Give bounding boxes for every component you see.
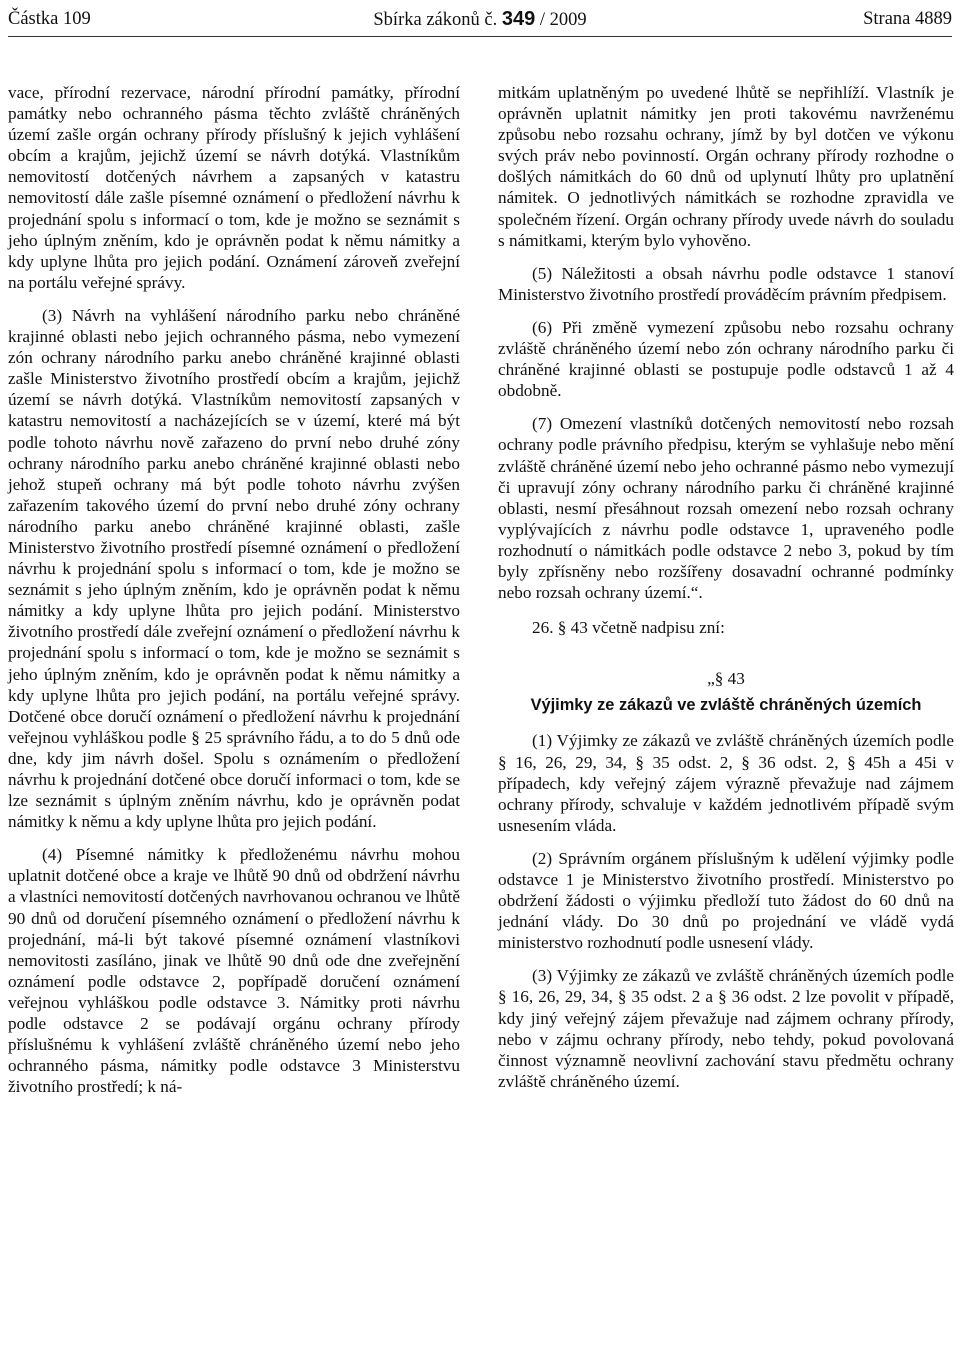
section-number: „§ 43 bbox=[707, 669, 745, 689]
paragraph: (7) Omezení vlastníků dotčených nemovitostí nebo rozsah ochrany podle právního předpisu, kterým se vyhlašuje nebo mění zvláště chráněné území nebo jeho ochranné pásmo nebo vymezují či upravují zóny ochrany národního parku či chráněné krajinné oblasti, nesmí přesáhnout rozsah omezení nebo rozsah ochrany vyplývajících z návrhu podle odstavce 1, upraveného podle rozhodnutí o námitkách podle odstavce 2 nebo 3, pokud by tím byly zpřísněny nebo rozšířeny dosavadní ochranné podmínky nebo rozsah ochrany území.“. bbox=[498, 414, 954, 603]
paragraph: (3) Výjimky ze zákazů ve zvláště chráněných územích podle § 16, 26, 29, 34, § 35 odst. 2 a § 36 odst. 2 lze povolit v případě, kdy jiný veřejný zájem převažuje nad zájmem ochrany přírody, nebo v zájmu ochrany přírody, nebo tehdy, pokud povolovaná činnost významně neovlivní zachování stavu předmětu ochrany zvláště chráněného území. bbox=[498, 966, 954, 1091]
paragraph: (1) Výjimky ze zákazů ve zvláště chráněných územích podle § 16, 26, 29, 34, § 35 odst. 2, § 36 odst. 2, § 45h a 45i v případech, kdy veřejný zájem výrazně převažuje nad zájmem ochrany přírody, schvaluje v každém jednotlivém případě svým usnesením vláda. bbox=[498, 731, 954, 835]
paragraph: (6) Při změně vymezení způsobu nebo rozsahu ochrany zvláště chráněného území nebo zón ochrany národního parku či chráněné krajinné oblasti se postupuje podle odstavců 1 až 4 obdobně. bbox=[498, 317, 954, 401]
right-column bbox=[498, 82, 954, 1092]
issue-number: Částka 109 bbox=[8, 9, 91, 29]
paragraph: (3) Návrh na vyhlášení národního parku nebo chráněné krajinné oblasti nebo jejich ochranného pásma, nebo vymezení zón ochrany národního parku anebo chráněné krajinné oblasti zašle Ministerstvo životního prostředí obcím a krajům, jejichž území se návrh dotýká. Vlastníkům nemovitostí zapsaných v katastru nemovitostí a nacházejících se v území, které má být podle tohoto návrhu nově zařazeno do první nebo druhé zóny ochrany národního parku anebo chráněné krajinné oblasti nebo jehož stupeň ochrany má být podle tohoto návrhu zvýšen zařazením takového území do první nebo druhé zóny ochrany národního parku anebo chráněné krajinné oblasti, zašle Ministerstvo životního prostředí písemné oznámení o předložení návrhu k projednání spolu s informací o tom, kde je možno se seznámit s jeho úplným zněním, kdo je oprávněn podat k němu námitky a kdy uplyne lhůta pro jejich podání. Ministerstvo životního prostředí dále zveřejní oznámení o předložení návrhu k projednání spolu s informací o tom, kde je možno se seznámit s jeho úplným zněním, kdo je oprávněn podat k němu námitky a kdy uplyne lhůta pro jejich podání, na portálu veřejné správy. Dotčené obce doručí oznámení o předložení návrhu k projednání veřejnou vyhláškou podle § 25 správního řádu, a to do 5 dnů ode dne, kdy jim návrh došel. Spolu s oznámením o předložení návrhu k projednání dotčené obce doručí informaci o tom, kde se lze seznámit s úplným zněním návrhu, kdo je oprávněn podat námitky k němu a kdy uplyne lhůta pro jejich podání. bbox=[8, 305, 460, 832]
header-rule bbox=[8, 36, 952, 37]
paragraph: (5) Náležitosti a obsah návrhu podle odstavce 1 stanoví Ministerstvo životního prostředí prováděcím právním předpisem. bbox=[498, 263, 954, 304]
paragraph: (2) Správním orgánem příslušným k udělení výjimky podle odstavce 1 je Ministerstvo životního prostředí. Ministerstvo po obdržení žádosti o výjimku předloží tuto žádost do 60 dnů na jednání vlády. Do 30 dnů po projednání ve vládě vydá ministerstvo rozhodnutí podle usnesení vlády. bbox=[498, 848, 954, 953]
section-heading: Výjimky ze zákazů ve zvláště chráněných územích bbox=[530, 696, 922, 715]
amendment-point: 26. § 43 včetně nadpisu zní: bbox=[532, 618, 725, 638]
law-number: 349 bbox=[501, 8, 536, 30]
page-number: Strana 4889 bbox=[863, 9, 952, 29]
left-column bbox=[8, 82, 460, 1097]
paragraph: vace, přírodní rezervace, národní přírodní památky, přírodní památky nebo ochranného pásma těchto zvláště chráněných území zašle orgán ochrany přírody příslušný k jejich vyhlášení obcím a krajům, jejichž území se návrh dotýká. Vlastníkům nemovitostí dotčených návrhem a zapsaných v katastru nemovitostí dále zašle písemné oznámení o předložení návrhu k projednání spolu s informací o tom, kde je možno se seznámit s jeho úplným zněním, kdo je oprávněn podat k němu námitky a kdy uplyne lhůta pro jejich podání. Oznámení zároveň zveřejní na portálu veřejné správy. bbox=[8, 83, 460, 292]
page-header bbox=[8, 4, 952, 34]
collection-title: Sbírka zákonů č. 349 / 2009 bbox=[373, 8, 587, 30]
paragraph: mitkám uplatněným po uvedené lhůtě se nepřihlíží. Vlastník je oprávněn uplatnit námitky jen proti takovému navrženému způsobu nebo rozsahu ochrany, jímž by byl dotčen ve výkonu svých práv nebo povinností. Orgán ochrany přírody rozhodne o došlých námitkách do 60 dnů od uplynutí lhůty pro uplatnění námitek. O jednotlivých námitkách se rozhodne zpravidla ve společném řízení. Orgán ochrany přírody uvede návrh do souladu s námitkami, kterým bylo vyhověno. bbox=[498, 83, 954, 250]
paragraph: (4) Písemné námitky k předloženému návrhu mohou uplatnit dotčené obce a kraje ve lhůtě 90 dnů od obdržení návrhu a vlastníci nemovitostí dotčených navrhovanou ochranou ve lhůtě 90 dnů od doručení písemného oznámení o předložení návrhu k projednání, má-li být takové písemné oznámení vlastníkovi nemovitosti zasíláno, jinak ve lhůtě 90 dnů ode dne zveřejnění oznámení podle odstavce 2, popřípadě doručení oznámení veřejnou vyhláškou podle odstavce 3. Námitky proti návrhu podle odstavce 2 se podávají orgánu ochrany přírody příslušnému k vyhlášení zvláště chráněného území nebo jeho ochranného pásma, námitky podle odstavce 3 Ministerstvu životního prostředí; k ná- bbox=[8, 845, 461, 1097]
